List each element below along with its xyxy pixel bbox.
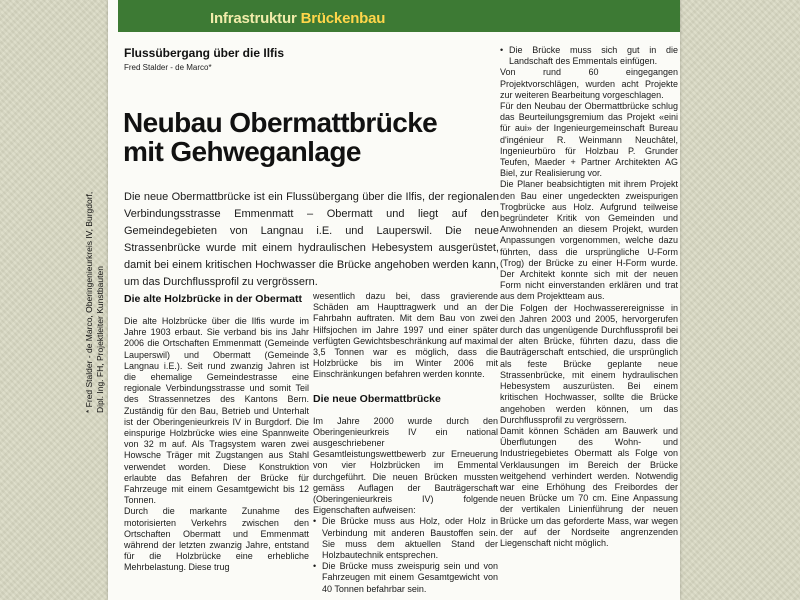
section-heading-old-bridge: Die alte Holzbrücke in der Obermatt — [124, 293, 302, 305]
list-item: • Die Brücke muss aus Holz, oder Holz in Verbindung mit anderen Baustoffen sein. Sie muss dem aktuellen Stand der Holzbautechnik entsprechen. — [313, 516, 498, 561]
list-item: • Die Brücke muss sich gut in die Landschaft des Emmentals einfügen. — [500, 45, 678, 67]
paragraph: Für den Neubau der Obermattbrücke schlug das Beurteilungsgremium das Projekt «eini für aui» der Ingenieurgemeinschaft Bureau d'ingénieur R. Weinmann Neuchâtel, Ingenieurbüro für Holzbau P. Grunder Teufen, Maeder + Partner Architekten AG Biel, zur Realisierung vor. — [500, 101, 678, 179]
paragraph: Damit können Schäden am Bauwerk und Überflutungen des Wohn- und Industriegebietes Obermatt als Folge von Verklausungen im Bereich der Brücke weitgehend verhindert werden. Notwendig war eine Erhöhung des Freibordes der neuen Brücke um 70 cm. Eine Anpassung der vertikalen Linienführung der neuen Brücke um das geforderte Mass, war wegen der auf der Nordseite angrenzenden Liegenschaft nicht möglich. — [500, 425, 678, 548]
paragraph: wesentlich dazu bei, dass gravierende Schäden am Haupttragwerk und an der Fahrbahn auftraten. Mit dem Bau von zwei Hilfsjochen im Jahre 1997 und einer später verfügten Gewichtsbeschränkung auf maximal 3,5 Tonnen war es möglich, dass die Holzbrücke bis im Winter 2006 mit Einschränkungen befahren werden konnte. — [313, 291, 498, 380]
section-title-part1: Infrastruktur — [210, 10, 301, 27]
text-column-1 — [124, 291, 309, 600]
paragraph: Durch die markante Zunahme des motorisierten Verkehrs zwischen den Ortschaften Obermatt und Emmenmatt während der letzten zwanzig Jahre, entstand für die Holzbrücke eine erhebliche Mehrbelastung. Diese trug — [124, 506, 309, 573]
paragraph: Die alte Holzbrücke über die Ilfis wurde im Jahre 1903 erbaut. Sie verband bis ins Jahr 2006 die Ortschaften Emmenmatt (Gemeinde Lauperswil) und Obermatt (Gemeinde Langnau i.E.). Seit rund zwanzig Jahren ist die ehemalige Gemeindestrasse eine regionale Verbindungsstrasse und somit Teil des Strassennetzes des Kantons Bern. Zuständig für den Bau, Betrieb und Unterhalt ist der Oberingenieurkreis IV in Burgdorf. Die einspurige Holzbrücke wies eine Spannweite von 32 m auf. Als Tragsystem waren zwei Howsche Träger mit Zugstangen aus Stahl verwendet worden. Diese Konstruktion erlaubte das Befahren der Brücke für Fahrzeuge mit einem Gesamtgewicht bis 12 Tonnen. — [124, 316, 309, 506]
requirements-list — [313, 516, 498, 594]
text-column-3 — [500, 45, 678, 600]
text-column-2 — [313, 291, 498, 600]
paragraph: Im Jahre 2000 wurde durch den Oberingenieurkreis IV ein national ausgeschriebener Gesamtleistungswettbewerb zur Erneuerung von vier Holzbrücken im Emmental durchgeführt. Die neuen Brücken mussten gemäss Auflagen der Bauträgerschaft (Oberingenieurkreis IV) folgende Eigenschaften aufweisen: — [313, 415, 498, 516]
article-lead: Die neue Obermattbrücke ist ein Flussübergang über die Ilfis, der regionalen Verbindungsstrasse Emmenmatt – Obermatt und liegt auf den Gemeindegebieten von Langnau i.E. und Lauperswil. Die neue Strassenbrücke wurde mit einem hydraulischen Hebesystem ausgerüstet, damit bei einem kritischen Hochwasser die Brücke angehoben werden kann, um das Durchflussprofil zu vergrössern. — [124, 191, 499, 288]
paragraph: Die Planer beabsichtigten mit ihrem Projekt den Bau einer ungedeckten zweispurigen Trogbrücke aus Holz. Aufgrund teilweise begründeter Kritik von Gemeinden und Anwohnenden an diesem Projekt, wurden Anpassungen vorgenommen, welche dazu führten, dass die ursprüngliche U-Form (Trog) der Brücke zu einer H-Form wurde. Der Architekt konnte sich mit der neuen Form nicht einverstanden erklären und trat aus dem Projektteam aus. — [500, 179, 678, 302]
paragraph: Die Folgen der Hochwasserereignisse in den Jahren 2003 und 2005, hervorgerufen durch das ungenügende Durchflussprofil bei der alten Brücke, führten dazu, dass die Bauträgerschaft entschied, die ursprünglich als feste Brücke geplante neue Strassenbrücke, mit einem hydraulischen Hebesystem auszurüsten. Bei einem kritischen Hochwasser, sollte die Brücke angehoben werden können, um das Durchflussprofil zu vergrössern. — [500, 302, 678, 425]
article-title-line1: Neubau Obermattbrücke — [123, 107, 438, 138]
section-title-part2: Brückenbau — [300, 10, 386, 27]
article-title-line2: mit Gehweganlage — [123, 136, 361, 167]
list-item: • Die Brücke muss zweispurig sein und von Fahrzeugen mit einem Gesamtgewicht von 40 Tonnen befahrbar sein. — [313, 561, 498, 595]
requirements-list-continued — [500, 45, 678, 67]
paragraph: Von rund 60 eingegangen Projektvorschlägen, wurden acht Projekte zur weiteren Bearbeitung vorgeschlagen. — [500, 67, 678, 100]
section-title — [210, 10, 385, 27]
section-banner — [118, 0, 680, 32]
article-subheading: Flussübergang über die Ilfis — [124, 46, 285, 60]
article-byline: Fred Stalder - de Marco* — [124, 63, 212, 72]
author-footnote: * Fred Stalder - de Marco, Oberingenieurkreis IV, Burgdorf, Dipl. Ing. FH, Projektleiter Kunstbauten — [84, 191, 105, 413]
article-title — [123, 108, 503, 166]
section-heading-new-bridge: Die neue Obermattbrücke — [313, 392, 441, 405]
